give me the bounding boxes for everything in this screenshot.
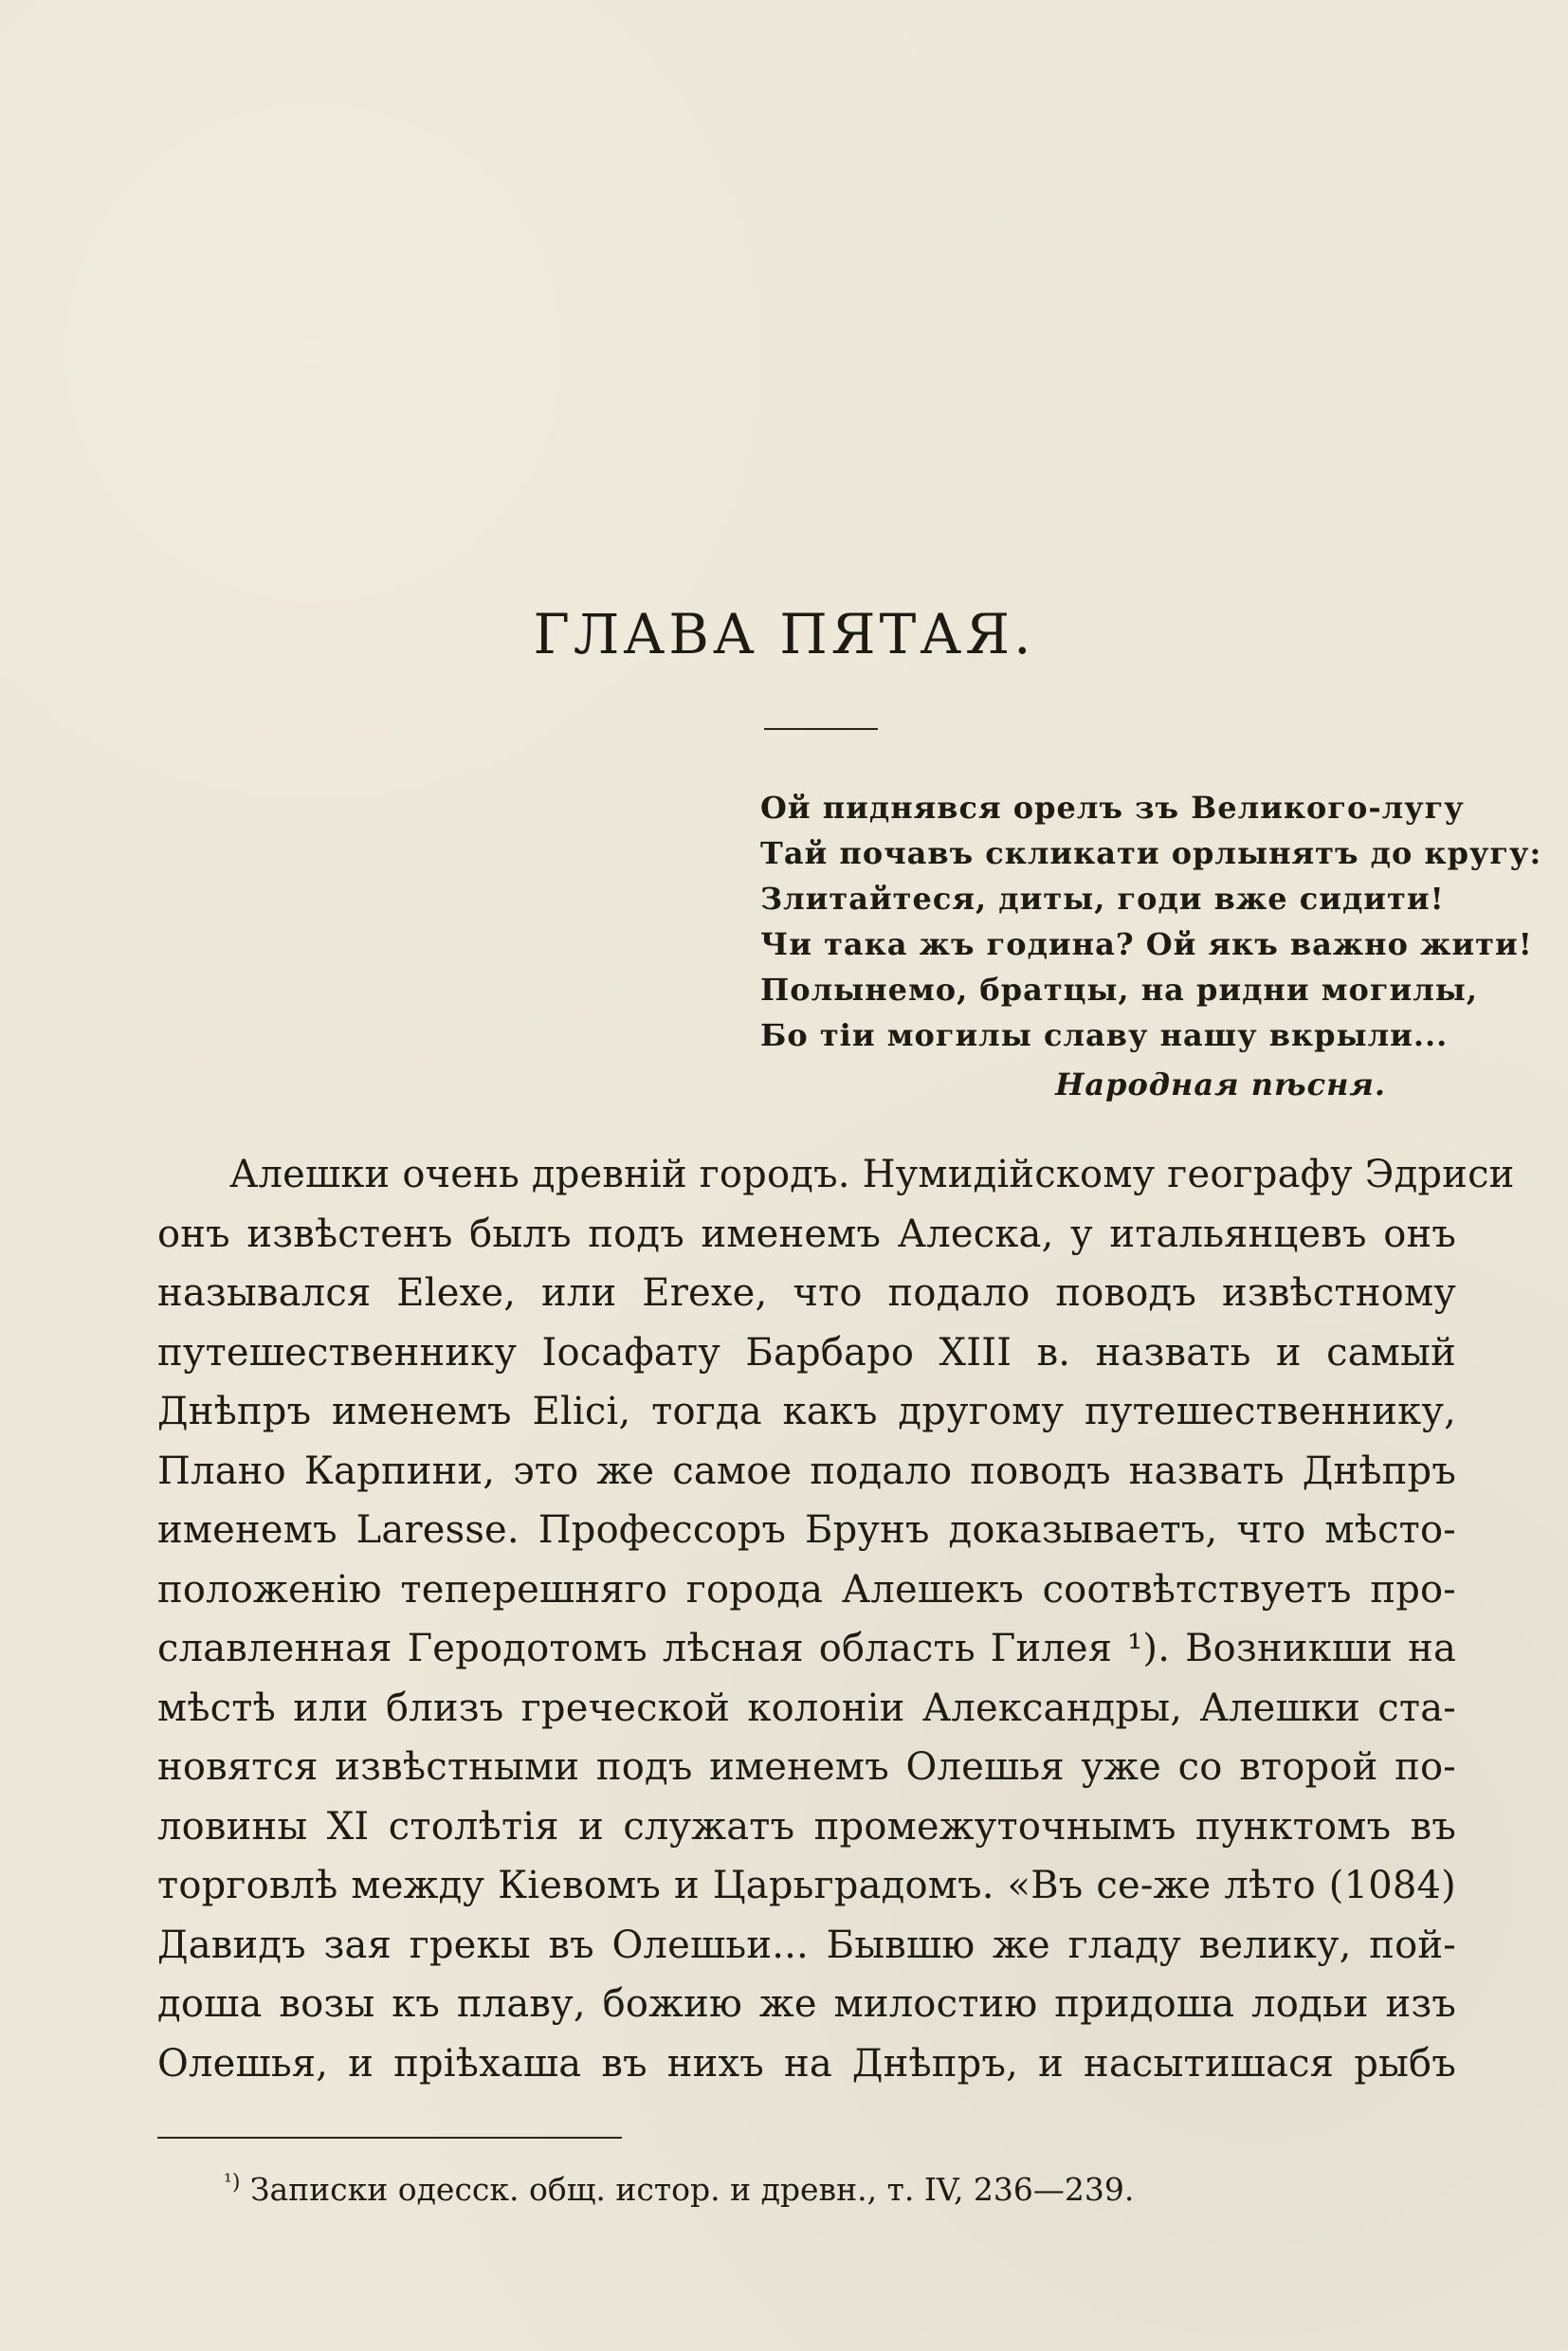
epigraph-line: Полынемо, братцы, на ридни могилы, <box>760 972 1478 1008</box>
body-line: Давидъ зая грекы въ Олешьи... Бывшю же гладу велику, пой- <box>157 1923 1456 1967</box>
body-line: Олешья, и пріѣхаша въ нихъ на Днѣпръ, и насытишася рыбъ <box>157 2041 1456 2086</box>
footnote-divider <box>157 2137 622 2139</box>
body-line: онъ извѣстенъ былъ подъ именемъ Алеска, у итальянцевъ онъ <box>157 1212 1456 1256</box>
body-line: славленная Геродотомъ лѣсная область Гилея ¹). Возникши на <box>157 1627 1456 1670</box>
epigraph <box>760 785 1542 1107</box>
body-line: мѣстѣ или близъ греческой колоніи Александры, Алешки ста- <box>157 1686 1456 1730</box>
body-line: Днѣпръ именемъ Elici, тогда какъ другому путешественнику, <box>157 1390 1456 1433</box>
body-text <box>157 1145 1515 2093</box>
body-line: положенію теперешняго города Алешекъ соотвѣтствуетъ про- <box>157 1567 1456 1612</box>
epigraph-source: Народная пѣсня. <box>1055 1066 1386 1103</box>
body-line: Плано Карпини, это же самое подало поводъ назвать Днѣпръ <box>157 1449 1456 1493</box>
chapter-title: ГЛАВА ПЯТАЯ. <box>533 602 1035 666</box>
epigraph-line: Бо тіи могилы славу нашу вкрыли... <box>760 1017 1449 1053</box>
body-line: доша возы къ плаву, божию же милостию придоша лодьи изъ <box>157 1982 1456 2026</box>
body-line: новятся извѣстными подъ именемъ Олешья уже со второй по- <box>157 1745 1456 1789</box>
footnote-text: Записки одесск. общ. истор. и древн., т. IV, 236—239. <box>249 2171 1135 2208</box>
epigraph-line: Ой пиднявся орелъ зъ Великого-лугу <box>760 790 1465 826</box>
epigraph-line: Тай почавъ скликати орлынятъ до кругу: <box>760 835 1542 871</box>
epigraph-line: Злитайтеся, диты, годи вже сидити! <box>760 881 1445 917</box>
body-line: путешественнику Іосафату Барбаро XIII в. назвать и самый <box>157 1330 1456 1375</box>
footnote-mark: ¹) <box>224 2171 241 2195</box>
body-line: ловины XI столѣтія и служатъ промежуточнымъ пунктомъ въ <box>157 1804 1456 1849</box>
body-line: торговлѣ между Кіевомъ и Царьградомъ. «Въ се-же лѣто (1084) <box>157 1864 1456 1907</box>
body-line: назывался Elexe, или Erexe, что подало поводъ извѣстному <box>157 1271 1456 1315</box>
body-line: Алешки очень древній городъ. Нумидійскому географу Эдриси <box>229 1153 1515 1196</box>
footnote <box>224 2171 1437 2209</box>
title-divider <box>764 728 878 730</box>
body-line: именемъ Laresse. Профессоръ Брунъ доказываетъ, что мѣсто- <box>157 1508 1456 1552</box>
epigraph-line: Чи така жъ година? Ой якъ важно жити! <box>760 926 1533 962</box>
